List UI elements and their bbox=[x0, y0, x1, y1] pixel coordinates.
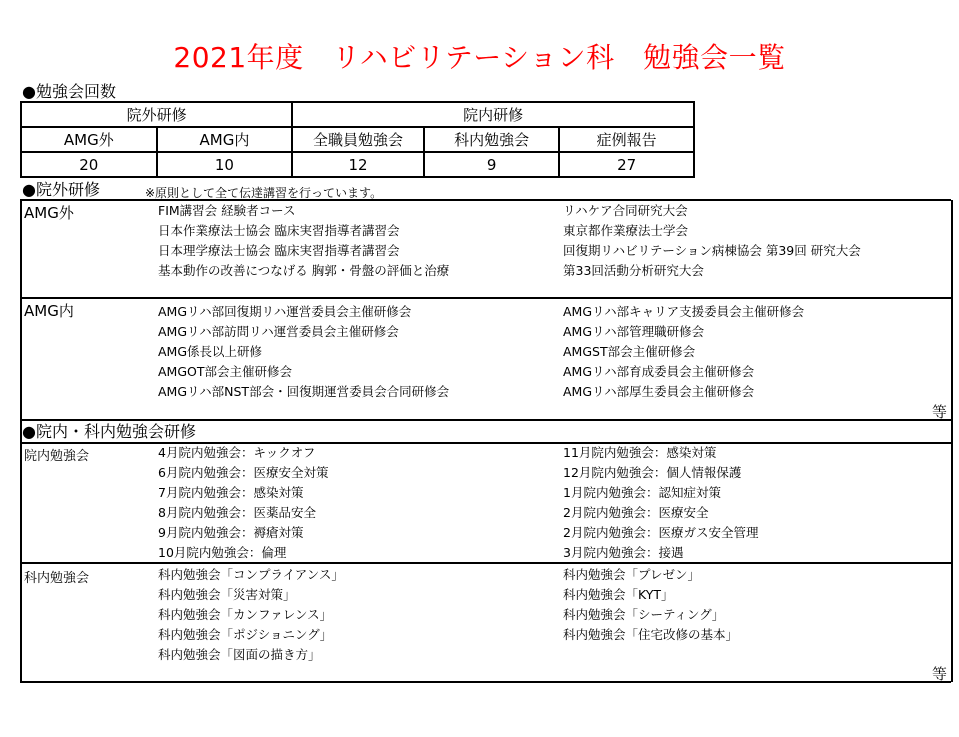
list-item: 基本動作の改善につなげる 胸郭・骨盤の評価と治療 bbox=[158, 263, 450, 278]
list-item: AMG係長以上研修 bbox=[158, 344, 263, 359]
list-item: AMGリハ部厚生委員会主催研修会 bbox=[563, 384, 755, 399]
list-item: 科内勉強会「コンプライアンス」 bbox=[158, 567, 344, 582]
column-header: 症例報告 bbox=[559, 127, 694, 152]
column-header: 科内勉強会 bbox=[424, 127, 560, 152]
count-value: 12 bbox=[292, 152, 424, 177]
list-item: AMGリハ部キャリア支援委員会主催研修会 bbox=[563, 304, 805, 319]
summary-group-row bbox=[21, 102, 694, 127]
divider bbox=[20, 419, 951, 421]
list-item: 12月院内勉強会：個人情報保護 bbox=[563, 465, 742, 480]
column-header: 全職員勉強会 bbox=[292, 127, 424, 152]
list-item: 日本作業療法士協会 臨床実習指導者講習会 bbox=[158, 223, 400, 238]
list-item: 7月院内勉強会：感染対策 bbox=[158, 485, 304, 500]
list-item: 11月院内勉強会：感染対策 bbox=[563, 445, 717, 460]
list-item: 科内勉強会「住宅改修の基本」 bbox=[563, 627, 739, 642]
count-value: 9 bbox=[424, 152, 560, 177]
amg-inside-label: AMG内 bbox=[24, 302, 74, 320]
list-item: 6月院内勉強会：医療安全対策 bbox=[158, 465, 329, 480]
divider bbox=[20, 297, 951, 299]
list-item: 科内勉強会「ポジショニング」 bbox=[158, 627, 333, 642]
count-value: 10 bbox=[157, 152, 293, 177]
list-item: 科内勉強会「図面の描き方」 bbox=[158, 647, 321, 662]
etc-mark: 等 bbox=[931, 403, 947, 421]
list-item: 2月院内勉強会：医療安全 bbox=[563, 505, 709, 520]
list-item: 日本理学療法士協会 臨床実習指導者講習会 bbox=[158, 243, 400, 258]
summary-table bbox=[20, 101, 695, 178]
list-item: 2月院内勉強会：医療ガス安全管理 bbox=[563, 525, 759, 540]
list-item: リハケア合同研究大会 bbox=[563, 203, 688, 218]
list-item: 科内勉強会「プレゼン」 bbox=[563, 567, 701, 582]
summary-column-row bbox=[21, 127, 694, 152]
list-item: 科内勉強会「カンファレンス」 bbox=[158, 607, 333, 622]
department-study-label: 科内勉強会 bbox=[24, 571, 90, 586]
list-item: 3月院内勉強会：接遇 bbox=[563, 545, 684, 560]
list-item: 第33回活動分析研究大会 bbox=[563, 263, 704, 278]
list-item: 1月院内勉強会：認知症対策 bbox=[563, 485, 721, 500]
list-item: 科内勉強会「KYT」 bbox=[563, 587, 674, 602]
list-item: 4月院内勉強会：キックオフ bbox=[158, 445, 316, 460]
page-title: 2021年度 リハビリテーション科 勉強会一覧 bbox=[173, 41, 786, 74]
divider bbox=[20, 199, 951, 201]
internal-heading: ●院内・科内勉強会研修 bbox=[22, 422, 196, 441]
count-value: 20 bbox=[21, 152, 157, 177]
column-header: AMG外 bbox=[21, 127, 157, 152]
amg-outside-label: AMG外 bbox=[24, 204, 74, 222]
list-item: 9月院内勉強会：褥瘡対策 bbox=[158, 525, 304, 540]
etc-mark: 等 bbox=[931, 665, 947, 683]
summary-value-row bbox=[21, 152, 694, 177]
divider bbox=[20, 681, 951, 683]
list-item: AMGOT部会主催研修会 bbox=[158, 364, 292, 379]
summary-heading: ●勉強会回数 bbox=[22, 82, 116, 101]
list-item: 東京都作業療法士学会 bbox=[563, 223, 689, 238]
group-header-internal: 院内研修 bbox=[292, 102, 694, 127]
list-item: 回復期リハビリテーション病棟協会 第39回 研究大会 bbox=[563, 243, 861, 258]
list-item: 8月院内勉強会：医薬品安全 bbox=[158, 505, 316, 520]
list-item: 科内勉強会「シーティング」 bbox=[563, 607, 725, 622]
count-value: 27 bbox=[559, 152, 694, 177]
list-item: AMGリハ部管理職研修会 bbox=[563, 324, 705, 339]
list-item: AMGリハ部回復期リハ運営委員会主催研修会 bbox=[158, 304, 412, 319]
list-item: AMGリハ部訪問リハ運営委員会主催研修会 bbox=[158, 324, 399, 339]
column-header: AMG内 bbox=[157, 127, 293, 152]
group-header-external: 院外研修 bbox=[21, 102, 292, 127]
list-item: 10月院内勉強会：倫理 bbox=[158, 545, 287, 560]
hospital-study-label: 院内勉強会 bbox=[24, 449, 90, 464]
list-item: AMGST部会主催研修会 bbox=[563, 344, 696, 359]
list-item: FIM講習会 経験者コース bbox=[158, 203, 296, 218]
divider bbox=[20, 562, 951, 564]
divider bbox=[20, 442, 951, 444]
list-item: AMGリハ部育成委員会主催研修会 bbox=[563, 364, 755, 379]
external-note: ※原則として全て伝達講習を行っています。 bbox=[145, 186, 383, 200]
list-item: AMGリハ部NST部会・回復期運営委員会合同研修会 bbox=[158, 384, 450, 399]
external-heading: ●院外研修 bbox=[22, 180, 100, 199]
list-item: 科内勉強会「災害対策」 bbox=[158, 587, 296, 602]
